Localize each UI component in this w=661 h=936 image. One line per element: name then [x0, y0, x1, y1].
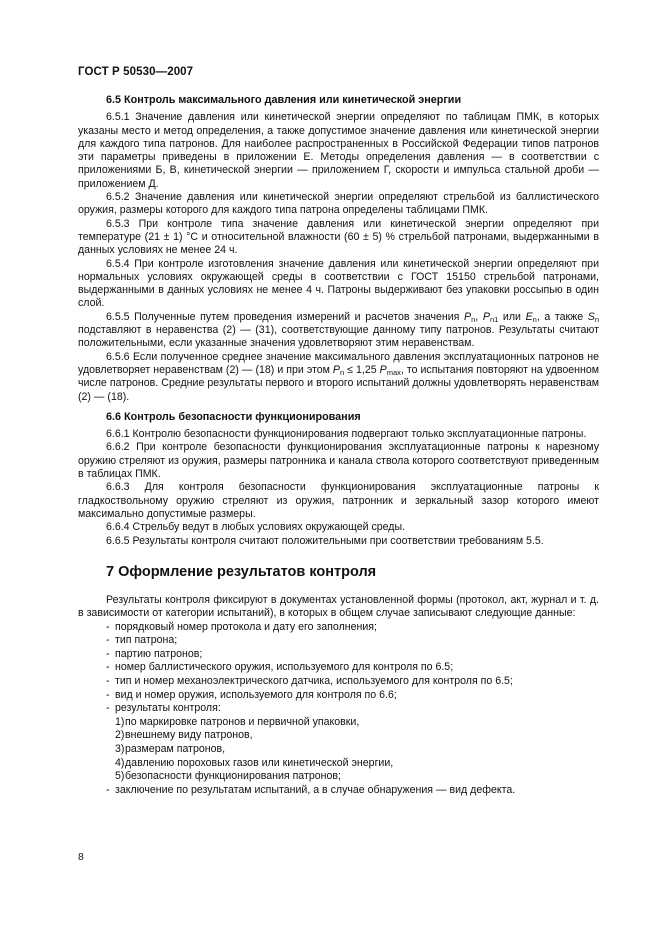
text-run: ≤ 1,25 [344, 363, 380, 376]
paragraph-6-5-2: 6.5.2 Значение давления или кинетической энергии определяют стрельбой из баллистического оружия, размеры которого для каждого типа патрона определены таблицами ПМК. [78, 191, 599, 217]
subscript: n [532, 314, 537, 324]
symbol-s: S [587, 310, 595, 323]
results-record-list [78, 621, 599, 716]
list-item: - тип патрона; [78, 634, 599, 648]
section-7-heading: 7 Оформление результатов контроля [106, 563, 377, 580]
document-header-id: ГОСТ Р 50530—2007 [78, 66, 194, 78]
subscript: max [386, 367, 401, 377]
text-run: , а также [536, 310, 588, 323]
text-run: , [475, 310, 483, 323]
item-text: размерам патронов, [125, 743, 226, 756]
item-text: внешнему виду патронов, [125, 729, 253, 742]
sublist-item [78, 743, 599, 757]
paragraph-6-6-4: 6.6.4 Стрельбу ведут в любых условиях окружающей среды. [106, 521, 406, 534]
list-item: - заключение по результатам испытаний, а в случае обнаружения — вид дефекта. [78, 784, 599, 798]
item-text: по маркировке патронов и первичной упаковки, [125, 715, 360, 728]
list-item: - результаты контроля: [78, 702, 599, 716]
text-run: , то испытания повторяют на удвоенном числе патронов. Средние результаты первого и второго испытаний должны удовлетворять неравенствам (2) — (18). [78, 363, 599, 403]
paragraph-6-6-3: 6.6.3 Для контроля безопасности функционирования эксплуатационные патроны к гладкоствольному оружию стреляют из оружия, патронник и зеркальный зазор которого имеют максимально допустимые размеры. [78, 481, 599, 520]
sublist-item [78, 757, 599, 771]
list-item: - вид и номер оружия, используемого для контроля по 6.6; [78, 689, 599, 703]
item-text: безопасности функционирования патронов; [125, 770, 341, 783]
section-6-6-heading: 6.6 Контроль безопасности функционирования [106, 410, 361, 423]
paragraph-6-6-5: 6.6.5 Результаты контроля считают положительными при соответствии требованиям 5.5. [106, 534, 544, 547]
symbol-p: P [464, 310, 472, 323]
list-item: - партию патронов; [78, 648, 599, 662]
item-number: 4) [115, 756, 125, 769]
paragraph-6-5-6 [78, 351, 599, 404]
symbol-p: P [482, 310, 490, 323]
item-number: 1) [115, 715, 125, 728]
item-text: давлению пороховых газов или кинетической энергии, [125, 756, 394, 769]
sublist-item [78, 770, 599, 784]
text-run: или [498, 310, 526, 323]
section-6-5-heading: 6.5 Контроль максимального давления или кинетической энергии [106, 94, 462, 106]
subscript: n [340, 367, 345, 377]
text-run: 6.5.5 Полученные путем проведения измерений и расчетов значения [106, 310, 465, 323]
paragraph-6-5-4: 6.5.4 При контроле изготовления значение давления или кинетической энергии определяют при нормальных условиях окружающей среды в соответствии с ГОСТ 15150 стрельбой патронами, выдержанными в данных условиях не менее 4 ч. Патроны выдерживают без упаковки россыпью в один слой. [78, 257, 599, 310]
symbol-p: P [379, 363, 387, 376]
results-record-list-end [78, 784, 599, 798]
page-number: 8 [78, 851, 84, 863]
document-body [78, 94, 599, 797]
symbol-e: E [525, 310, 533, 323]
paragraph-6-5-5 [78, 311, 599, 351]
symbol-p: P [332, 363, 340, 376]
paragraph-6-6-2: 6.6.2 При контроле безопасности функционирования эксплуатационные патроны к нарезному оружию стреляют из оружия, размеры патронника и канала ствола которого соответствуют приведенным в таблицах ПМК. [78, 441, 599, 481]
list-item: - порядковый номер протокола и дату его заполнения; [78, 621, 599, 635]
section-7-intro: Результаты контроля фиксируют в документах установленной формы (протокол, акт, журнал и т. д. в зависимости от категории испытаний), в которых в общем случае записывают следующие данные: [78, 594, 599, 620]
paragraph-6-5-3: 6.5.3 При контроле типа значение давления или кинетической энергии определяют при температуре (21 ± 1) °С и относительной влажности (60 ± 5) % стрельбой патронами, выдержанными в данных условиях не менее 24 ч. [78, 217, 599, 257]
item-number: 3) [115, 743, 125, 756]
text-run: подставляют в неравенства (2) — (31), соответствующие данному типу патронов. Результаты считают положительными, если указанные значения удовлетворяют этим неравенствам. [78, 324, 599, 350]
item-number: 2) [115, 729, 125, 742]
sublist-item [78, 716, 599, 730]
item-number: 5) [115, 770, 125, 783]
paragraph-6-5-1: 6.5.1 Значение давления или кинетической энергии определяют по таблицам ПМК, в которых указаны место и метод определения, а также допустимое значение давления или кинетической энергии для каждого типа патронов. Для наиболее распространенных в Российской Федерации типов патронов эти параметры приведены в приложении Е. Методы определения давления — в соответствии с приложениями Б, В, кинетической энергии — приложением Г, скорости и импульса стальной дроби — приложением Д. [78, 111, 599, 190]
subscript: n [471, 314, 476, 324]
sublist-item [78, 729, 599, 743]
list-item: - тип и номер механоэлектрического датчика, используемого для контроля по 6.5; [78, 675, 599, 689]
control-results-sublist [78, 716, 599, 784]
paragraph-6-6-1: 6.6.1 Контролю безопасности функционирования подвергают только эксплуатационные патроны. [106, 428, 587, 441]
subscript: n [594, 314, 600, 324]
subscript: n1 [489, 314, 499, 324]
list-item: - номер баллистического оружия, используемого для контроля по 6.5; [78, 661, 599, 675]
text-run: 6.5.6 Если полученное среднее значение максимального давления эксплуатационных патронов не удовлетворяет неравенствам (2) — (18) и при этом [78, 350, 599, 376]
